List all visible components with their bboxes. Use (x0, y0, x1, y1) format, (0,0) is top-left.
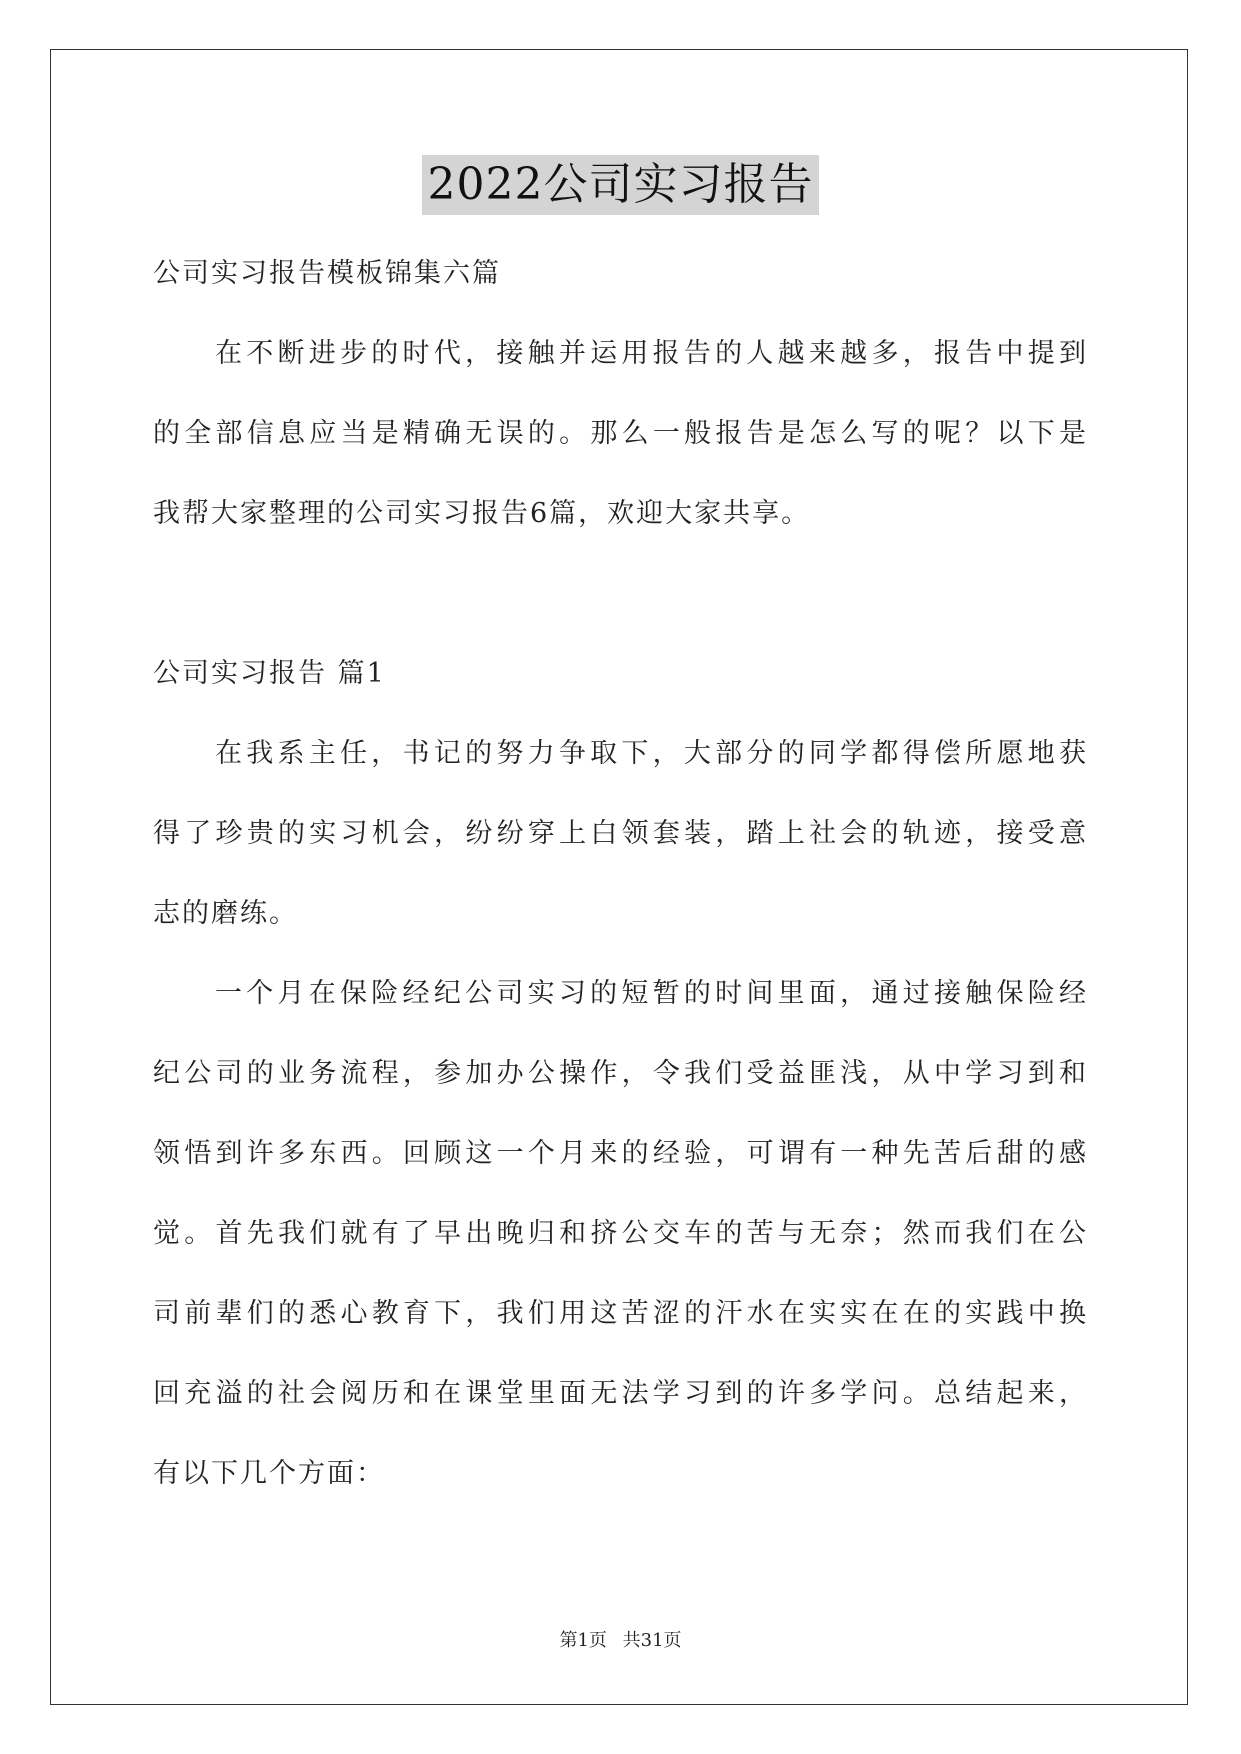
paragraph1-line: 在我系主任，书记的努力争取下，大部分的同学都得偿所愿地获 (215, 738, 1088, 769)
page-footer (0, 1626, 1241, 1652)
paragraph2-line: 觉。首先我们就有了早出晚归和挤公交车的苦与无奈；然而我们在公 (153, 1218, 1088, 1249)
paragraph2-line: 司前辈们的悉心教育下，我们用这苦涩的汗水在实实在在的实践中换 (153, 1298, 1088, 1329)
intro-line: 我帮大家整理的公司实习报告6篇，欢迎大家共享。 (153, 498, 811, 529)
document-title: 2022公司实习报告 (422, 155, 820, 215)
paragraph1-line: 得了珍贵的实习机会，纷纷穿上白领套装，踏上社会的轨迹，接受意 (153, 818, 1088, 849)
paragraph2-line: 领悟到许多东西。回顾这一个月来的经验，可谓有一种先苦后甜的感 (153, 1138, 1088, 1169)
paragraph2-line: 一个月在保险经纪公司实习的短暂的时间里面，通过接触保险经 (215, 978, 1088, 1009)
document-body (153, 234, 1088, 1514)
paragraph2-line: 纪公司的业务流程，参加办公操作，令我们受益匪浅，从中学习到和 (153, 1058, 1088, 1089)
paragraph1-line: 志的磨练。 (153, 898, 298, 929)
document-subtitle: 公司实习报告模板锦集六篇 (153, 258, 501, 289)
intro-line: 的全部信息应当是精确无误的。那么一般报告是怎么写的呢？以下是 (153, 418, 1088, 449)
title-container (0, 155, 1241, 215)
intro-line: 在不断进步的时代，接触并运用报告的人越来越多，报告中提到 (215, 338, 1088, 369)
page-number: 第1页 (559, 1630, 607, 1651)
paragraph2-line: 有以下几个方面： (153, 1458, 385, 1489)
spacer (153, 554, 1088, 634)
section-heading: 公司实习报告 篇1 (153, 658, 386, 689)
page-total: 共31页 (622, 1630, 682, 1651)
paragraph2-line: 回充溢的社会阅历和在课堂里面无法学习到的许多学问。总结起来， (153, 1378, 1088, 1409)
